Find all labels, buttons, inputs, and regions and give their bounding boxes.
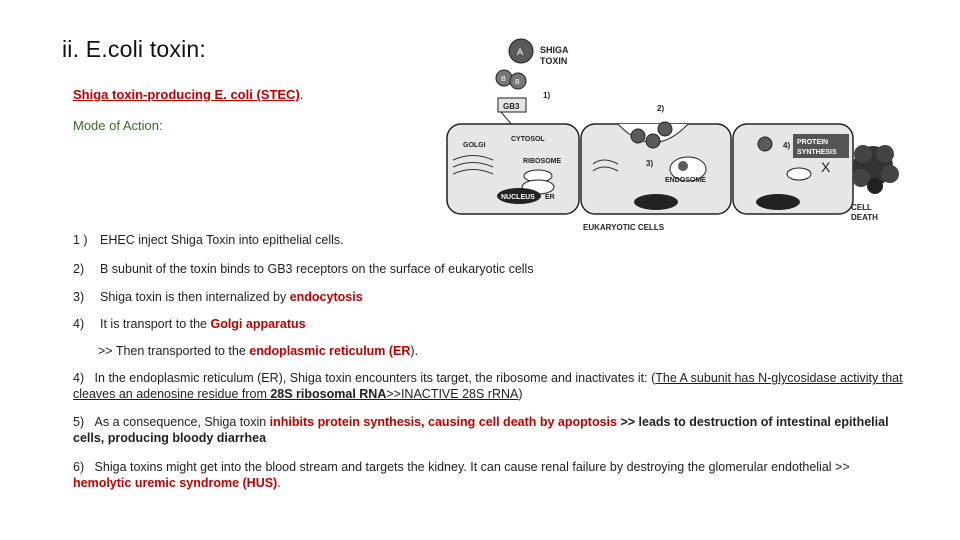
paragraph-5: 5) As a consequence, Shiga toxin inhibits protein synthesis, causing cell death by apoptosis >> leads to destruction of intestinal epithelial cells, producing bloody diarrhea (73, 415, 889, 445)
nucleus-label: NUCLEUS (501, 194, 535, 201)
paragraph-4: 4) In the endoplasmic reticulum (ER), Shiga toxin encounters its target, the ribosome and inactivates it: (The A subunit has N-glycosidase activity that cleaves an adenosine residue from 28S ribosomal RNA>>INACTIVE 28S rRNA) (73, 371, 903, 401)
list-item: 3) Shiga toxin is then internalized by endocytosis (73, 290, 363, 304)
golgi-label: GOLGI (463, 142, 486, 149)
shiga-label-2: TOXIN (540, 56, 568, 66)
inhibition-x-label: X (821, 159, 831, 175)
cell-death-label-1: CELL (851, 203, 872, 212)
protein-label-1: PROTEIN (797, 139, 829, 146)
shiga-label-1: SHIGA (540, 45, 569, 55)
toxin-b1-label: B (501, 76, 506, 83)
gb3-label: GB3 (503, 102, 520, 111)
list-continuation: >> Then transported to the endoplasmic reticulum (ER). (98, 344, 419, 358)
subtitle-stec (73, 87, 303, 102)
cytosol-label: CYTOSOL (511, 136, 545, 143)
list-item: 2) B subunit of the toxin binds to GB3 receptors on the surface of eukaryotic cells (73, 262, 534, 276)
slide-title: ii. E.coli toxin: (62, 36, 207, 62)
toxin-b2-label: B (515, 79, 520, 86)
dead-cell-icon (852, 145, 899, 194)
shiga-toxin-diagram (443, 36, 903, 236)
endosome-label: ENDOSOME (665, 177, 706, 184)
protein-label-2: SYNTHESIS (797, 149, 837, 156)
list-item: 1 ) EHEC inject Shiga Toxin into epithelial cells. (73, 233, 344, 247)
step3-label: 3) (646, 159, 654, 168)
ribosome-label: RIBOSOME (523, 158, 562, 165)
stec-label: Shiga toxin-producing E. coli (STEC) (73, 87, 300, 102)
step2-label: 2) (657, 104, 665, 113)
cell-death-label-2: DEATH (851, 213, 878, 222)
step1-label: 1) (543, 91, 551, 100)
step4-label: 4) (783, 141, 791, 150)
paragraph-6: 6) Shiga toxins might get into the blood stream and targets the kidney. It can cause renal failure by destroying the glomerular endothelial >> hemolytic uremic syndrome (HUS). (73, 460, 850, 490)
stec-period: . (299, 87, 304, 102)
eukaryotic-cells-label: EUKARYOTIC CELLS (583, 223, 665, 232)
list-item: 4) It is transport to the Golgi apparatus (73, 317, 306, 331)
er-label: ER (545, 194, 555, 201)
mode-of-action-heading: Mode of Action: (73, 118, 163, 133)
toxin-a-label: A (517, 47, 524, 57)
